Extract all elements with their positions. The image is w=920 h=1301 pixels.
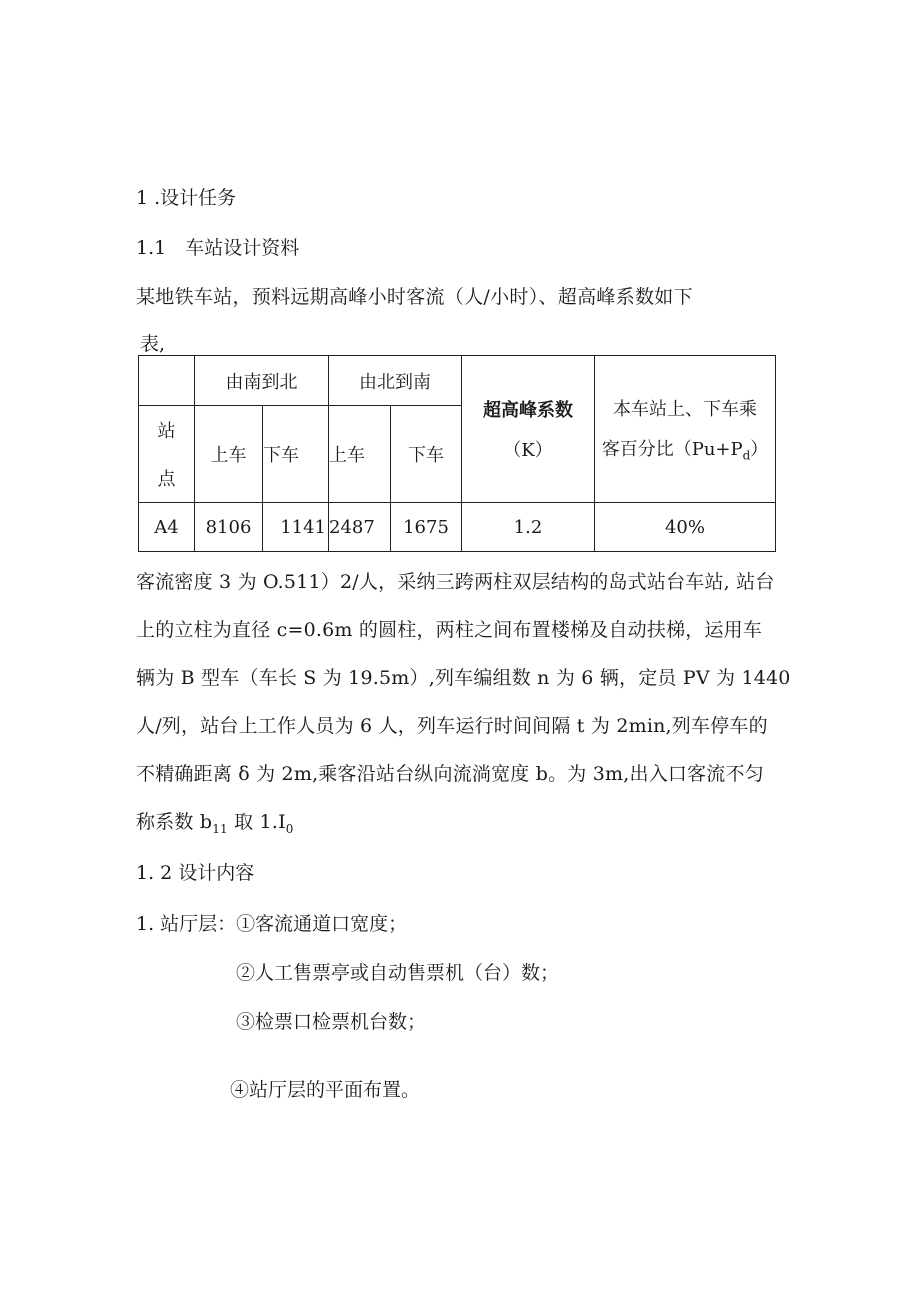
params-line1: 客流密度 3 为 O.511）2/人，采纳三跨两柱双层结构的岛式站台车站, 站台 [136,571,775,593]
hall-item-4: ④站厅层的平面布置。 [230,1079,421,1101]
cell-percent: 40% [595,503,776,552]
peak-factor-label: 超高峰系数 [483,400,573,421]
design-parameters-paragraph [136,558,791,853]
intro-text-line1: 某地铁车站，预料远期高峰小时客流（人/小时）、超高峰系数如下 [136,286,693,308]
percent-label-main: 客百分比（Pu+P [601,439,743,461]
hall-item-1: 1. 站厅层：①客流通道口宽度； [136,913,408,935]
params-line3: 辆为 B 型车（车长 S 为 19.5m）,列车编组数 n 为 6 辆，定员 PV 为 1440 [136,667,791,689]
percent-label-line2 [595,435,775,463]
cell-peak-factor: 1.2 [462,503,595,552]
header-n2s-alight: 下车 [391,406,462,503]
header-north-to-south: 由北到南 [329,356,462,406]
table-corner-cell [139,356,195,406]
params-line5: 不精确距离 δ 为 2m,乘客沿站台纵向流淌宽度 b。为 3m,出入口客流不匀 [136,763,764,785]
cell-s2n-board: 8106 [195,503,263,552]
header-s2n-alight: 下车 [263,406,329,503]
params-line6-mid: 取 1.I [227,811,286,833]
header-peak-factor [462,356,595,503]
hall-item-2: ②人工售票亭或自动售票机（台）数； [236,962,560,984]
percent-label-line1: 本车站上、下车乘 [613,399,757,421]
header-s2n-board: 上车 [195,406,263,503]
heading-design-task: 1 .设计任务 [136,187,237,209]
peak-factor-symbol: （K） [503,440,553,461]
passenger-flow-table [138,355,776,552]
params-line6-sub2: 0 [285,821,294,836]
params-line6 [136,798,776,853]
heading-design-content: 1. 2 设计内容 [136,862,255,884]
hall-item-3: ③检票口检票机台数； [236,1011,427,1033]
cell-n2s-board: 2487 [329,503,391,552]
percent-label-end: ） [750,439,769,461]
station-char2: 点 [157,469,176,490]
heading-station-design-data: 1.1 车站设计资料 [136,237,300,259]
intro-text-line2: 表, [140,333,166,355]
header-south-to-north: 由南到北 [195,356,329,406]
percent-label-sub: d [742,448,751,463]
params-line2: 上的立柱为直径 c=0.6m 的圆柱，两柱之间布置楼梯及自动扶梯，运用车 [136,619,763,641]
header-board-alight-percent [595,356,776,503]
header-station [139,406,195,503]
params-line4: 人/列，站台上工作人员为 6 人，列车运行时间间隔 t 为 2min,列车停车的 [136,715,768,737]
cell-s2n-alight: 1141 [263,503,329,552]
station-char1: 站 [157,421,176,442]
cell-station: A4 [139,503,195,552]
header-n2s-board: 上车 [329,406,391,503]
params-line6-pre: 称系数 b [136,811,213,833]
params-line6-sub: 11 [212,821,228,836]
cell-n2s-alight: 1675 [391,503,462,552]
